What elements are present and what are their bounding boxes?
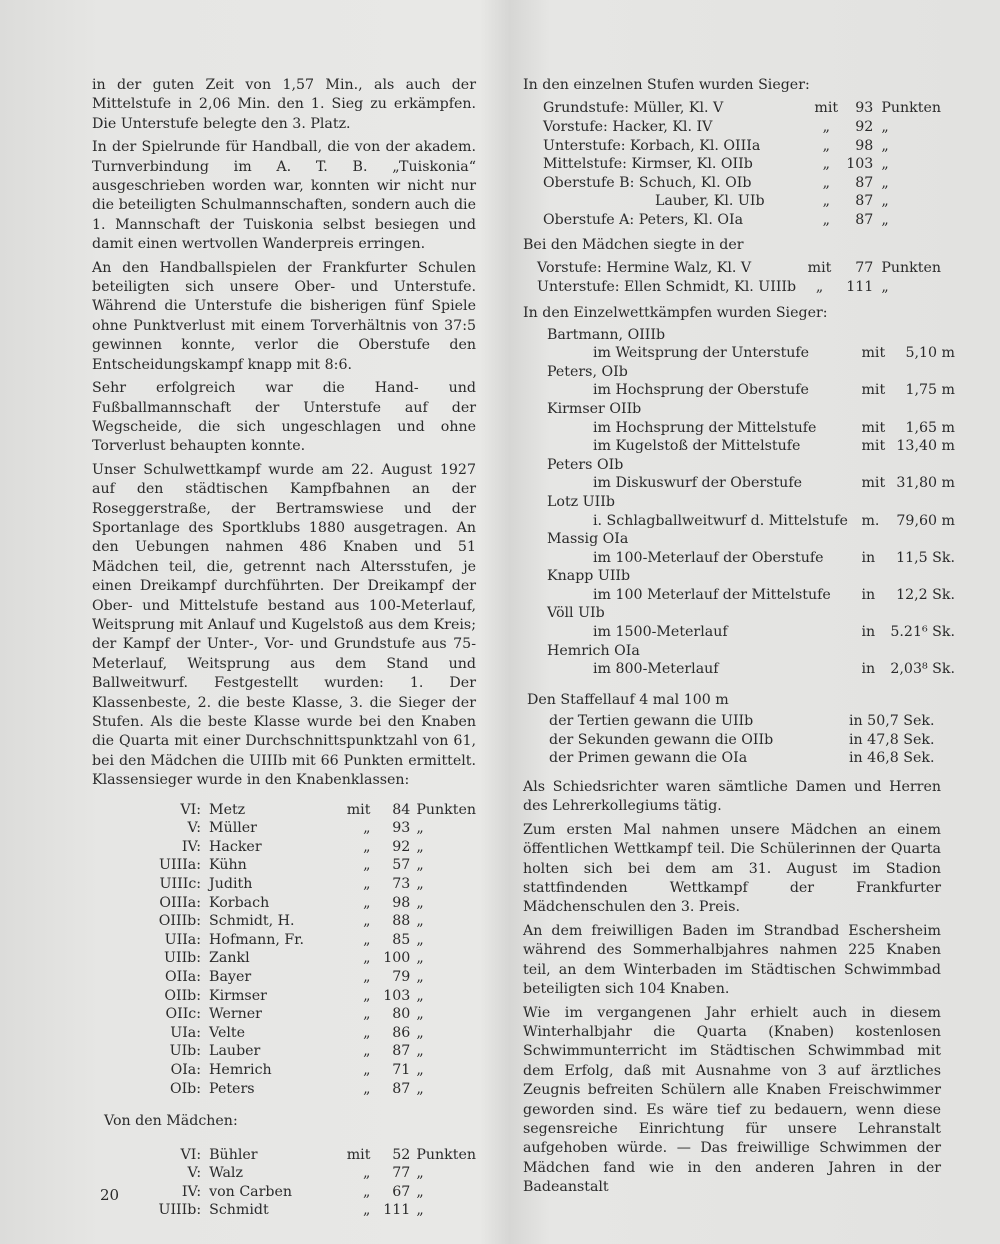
table-cell: „ (363, 1080, 371, 1097)
table-cell: Müller (209, 820, 257, 837)
table-cell: 88 (392, 913, 411, 930)
table-row (547, 530, 955, 549)
table-cell: UIa: (170, 1024, 202, 1041)
table-cell: Metz (209, 801, 246, 818)
table-row (92, 894, 476, 913)
table-cell: Grundstufe: Müller, Kl. V (543, 100, 724, 117)
table-row (547, 512, 955, 531)
table-cell: „ (881, 211, 889, 228)
table-row (543, 174, 941, 193)
paragraph: An dem freiwilligen Baden im Strandbad Eschersheim während des Sommerhalbjahres nahmen 225 Knaben teil, an dem Winterbaden im Städtischen Schwimmbad beteiligten sich 104 Knaben. (523, 922, 941, 998)
table-cell: „ (363, 1061, 371, 1078)
table-row (92, 1164, 476, 1183)
maedchen-stufen-heading: Bei den Mädchen siegte in der (523, 236, 744, 253)
table-row (92, 1080, 476, 1099)
table-cell: Lauber (209, 1043, 261, 1060)
table-cell: 11,5 Sk. (896, 549, 955, 566)
table-cell: 92 (392, 838, 411, 855)
table-cell: „ (416, 1165, 424, 1182)
table-cell: „ (416, 838, 424, 855)
table-cell: OIIc: (165, 1006, 202, 1023)
table-cell: „ (363, 838, 371, 855)
table-row (92, 1005, 476, 1024)
table-cell: VI: (180, 1146, 202, 1163)
table-cell: Judith (209, 876, 253, 892)
table-row (92, 1024, 476, 1043)
table-cell: in 50,7 Sek. (849, 713, 935, 730)
table-cell: mit (861, 419, 886, 436)
table-cell: „ (416, 1006, 424, 1023)
table-cell: V: (187, 820, 202, 837)
table-cell: Unterstufe: Ellen Schmidt, Kl. UIIIb (537, 278, 797, 295)
staffel-heading: Den Staffellauf 4 mal 100 m (527, 691, 729, 708)
table-cell: „ (363, 1043, 371, 1060)
table-row (547, 642, 955, 661)
table-cell: Kühn (209, 857, 247, 874)
table-row (547, 474, 955, 493)
table-row (547, 586, 955, 605)
table-cell: 77 (855, 259, 874, 276)
table-cell: OIa: (170, 1061, 202, 1078)
athlete-name: Kirmser OIIb (547, 400, 642, 417)
table-cell: mit (861, 382, 886, 399)
table-cell: mit (861, 475, 886, 492)
athlete-name: Lotz UIIb (547, 493, 615, 510)
athlete-name: Bartmann, OIIIb (547, 326, 666, 343)
table-cell: mit (861, 345, 886, 362)
table-cell: UIb: (169, 1043, 202, 1060)
table-cell: „ (363, 820, 371, 837)
paragraph: Wie im vergangenen Jahr erhielt auch in diesem Winterhalbjahr die Quarta (Knaben) kostenlosen Schwimmunterricht im Städtischen Schwimmbad mit dem Erfolg, daß mit Ausnahme von 3 auf ärztliches Zeugnis befreiten Schülern alle Knaben Freischwimmer geworden sind. Es wäre tief zu bedauern, wenn diese segensreiche Einrichtung für unsere Lehranstalt aufgehoben würde. — Das freiwillige Schwimmen der Mädchen fand wie in den anderen Jahren in der Badeanstalt (523, 1004, 941, 1196)
table-cell: 87 (855, 193, 874, 210)
table-cell: „ (363, 1006, 371, 1023)
table-cell: „ (363, 857, 371, 874)
athlete-name: Massig OIa (547, 531, 629, 548)
table-cell: m. (861, 512, 880, 529)
table-cell: 87 (855, 174, 874, 191)
table-cell: Werner (209, 1006, 262, 1023)
table-row (92, 801, 476, 820)
table-cell: 98 (855, 137, 874, 154)
table-cell: 13,40 m (896, 438, 955, 455)
table-cell: Hacker (209, 838, 262, 855)
table-row (547, 623, 955, 642)
paragraph: In der Spielrunde für Handball, die von der akadem. Turnverbindung im A. T. B. „Tuiskonia“ ausgeschrieben worden war, konnten wir nicht nur die beteiligten Schulmannschaften, sondern auch die 1. Mannschaft der Tuiskonia selbst besiegen und damit einen wertvollen Wanderpreis erringen. (92, 139, 476, 253)
left-column (92, 76, 476, 1220)
table-row (543, 211, 941, 230)
einzel-heading: In den Einzelwettkämpfen wurden Sieger: (523, 305, 828, 322)
table-cell: „ (416, 1043, 424, 1060)
table-cell: „ (416, 857, 424, 874)
table-row (543, 99, 941, 118)
table-cell: „ (416, 1080, 424, 1097)
table-row (547, 604, 955, 623)
table-cell: in (861, 661, 876, 678)
knaben-class-winners-table (92, 801, 476, 1099)
table-cell: „ (416, 1024, 424, 1041)
table-cell: „ (881, 137, 889, 154)
table-cell: 73 (392, 876, 411, 892)
table-row (92, 949, 476, 968)
table-row (547, 400, 955, 419)
table-row (92, 1183, 476, 1202)
table-cell: 87 (392, 1043, 411, 1060)
stufen-heading: In den einzelnen Stufen wurden Sieger: (523, 77, 810, 93)
table-cell: 5.21⁶ Sk. (890, 624, 955, 641)
table-cell: 57 (392, 857, 411, 874)
table-cell: 93 (392, 820, 411, 837)
table-cell: „ (822, 156, 830, 173)
table-cell: „ (363, 1202, 371, 1219)
table-cell: „ (416, 1202, 424, 1219)
table-cell: „ (822, 137, 830, 154)
table-row (92, 968, 476, 987)
table-cell: UIIa: (164, 931, 202, 948)
athlete-name: Völl UIb (547, 605, 605, 622)
table-cell: Vorstufe: Hacker, Kl. IV (543, 119, 713, 135)
table-cell: „ (822, 211, 830, 228)
table-cell: „ (416, 987, 424, 1004)
table-cell: V: (187, 1165, 202, 1182)
table-cell: „ (881, 156, 889, 173)
table-cell: im Hochsprung der Mittelstufe (593, 419, 817, 436)
table-cell: UIIIa: (159, 857, 202, 874)
table-row (549, 731, 935, 750)
table-cell: Velte (209, 1024, 246, 1041)
table-cell: „ (822, 193, 830, 210)
table-row (92, 838, 476, 857)
table-cell: OIb: (169, 1080, 202, 1097)
table-row (547, 456, 955, 475)
table-cell: „ (363, 1024, 371, 1041)
table-cell: Bayer (209, 968, 252, 985)
table-row (547, 437, 955, 456)
table-cell: Punkten (881, 259, 941, 276)
stufen-winners-table (543, 99, 941, 229)
table-cell: 80 (392, 1006, 411, 1023)
table-cell: mit (346, 1146, 371, 1163)
table-cell: in (861, 586, 876, 603)
table-cell: 103 (383, 987, 411, 1004)
table-cell: „ (416, 950, 424, 967)
paragraph: Unser Schulwettkampf wurde am 22. August 1927 auf den städtischen Kampfbahnen an der Roseggerstraße, der Bertramswiese und der Sportanlage des Sportklubs 1880 ausgetragen. An den Uebungen nahmen 486 Knaben und 51 Mädchen teil, die, getrennt nach Altersstufen, je einen Dreikampf durchführten. Der Dreikampf der Ober- und Mittelstufe bestand aus 100-Meterlauf, Weitsprung mit Anlauf und Kugelstoß aus dem Kreis; der Kampf der Unter-, Vor- und Grundstufe aus 75-Meterlauf, Weitsprung aus dem Stand und Ballweitwurf. Festgestellt wurden: 1. Der Klassenbeste, 2. die beste Klasse, 3. die Sieger der Stufen. Als die beste Klasse wurde bei den Knaben die Quarta mit einer Durchschnittspunktzahl von 61, bei den Mädchen die UIIIb mit 66 Punkten ermittelt. Klassensieger wurde in den Knabenklassen: (92, 461, 476, 789)
table-cell: „ (881, 119, 889, 135)
table-cell: „ (416, 913, 424, 930)
table-cell: 12,2 Sk. (896, 586, 955, 603)
table-cell: 67 (392, 1183, 411, 1200)
table-cell: 52 (392, 1146, 411, 1163)
table-cell: mit (814, 100, 839, 117)
table-cell: „ (881, 278, 889, 295)
table-row (547, 660, 955, 679)
table-cell: der Tertien gewann die UIIb (549, 713, 754, 730)
table-cell: OIIIa: (159, 894, 202, 911)
table-cell: Bühler (209, 1146, 258, 1163)
table-cell: Schmidt (209, 1202, 269, 1219)
table-cell: mit (861, 438, 886, 455)
table-cell: von Carben (209, 1183, 293, 1200)
table-row (543, 155, 941, 174)
table-cell: „ (822, 174, 830, 191)
table-cell: 1,65 m (905, 419, 955, 436)
table-cell: „ (416, 1061, 424, 1078)
table-row (543, 137, 941, 156)
table-cell: „ (416, 894, 424, 911)
table-cell: „ (881, 174, 889, 191)
table-cell: der Primen gewann die OIa (549, 750, 748, 767)
athlete-name: Hemrich OIa (547, 642, 640, 659)
right-column (523, 76, 955, 1202)
table-cell: 111 (383, 1202, 411, 1219)
table-row (547, 381, 955, 400)
athlete-name: Peters OIb (547, 456, 624, 473)
paragraph: Als Schiedsrichter waren sämtliche Damen und Herren des Lehrerkollegiums tätig. (523, 779, 941, 815)
table-cell: Kirmser (209, 987, 267, 1004)
table-row (547, 549, 955, 568)
table-cell: 71 (392, 1061, 411, 1078)
table-row (92, 1042, 476, 1061)
table-row (547, 419, 955, 438)
table-cell: IV: (181, 1183, 202, 1200)
table-cell: im 100 Meterlauf der Mittelstufe (593, 586, 831, 603)
table-row (547, 493, 955, 512)
paragraph: in der guten Zeit von 1,57 Min., als auch der Mittelstufe in 2,06 Min. den 1. Sieg zu erkämpfen. Die Unterstufe belegte den 3. Platz. (92, 77, 476, 132)
table-cell: „ (363, 987, 371, 1004)
maedchen-class-winners-table (92, 1146, 476, 1220)
athlete-name: Peters, OIb (547, 363, 628, 380)
table-row (547, 326, 955, 345)
table-row (549, 712, 935, 731)
table-cell: UIIIb: (158, 1202, 202, 1219)
table-cell: in (861, 624, 876, 641)
table-cell: in (861, 549, 876, 566)
table-cell: „ (881, 193, 889, 210)
paragraph: Sehr erfolgreich war die Hand- und Fußballmannschaft der Unterstufe auf der Wegscheide, die sich ungeschlagen und ohne Torverlust behaupten konnte. (92, 380, 476, 455)
table-cell: 31,80 m (896, 475, 955, 492)
table-row (543, 118, 941, 137)
table-cell: UIIb: (164, 950, 202, 967)
table-cell: Oberstufe B: Schuch, Kl. OIb (543, 174, 752, 191)
table-cell: Schmidt, H. (209, 913, 295, 930)
table-cell: OIIb: (164, 987, 202, 1004)
table-cell: Lauber, Kl. UIb (655, 193, 765, 210)
table-cell: i. Schlagballweitwurf d. Mittelstufe (593, 512, 848, 529)
table-cell: der Sekunden gewann die OIIb (549, 731, 774, 748)
table-cell: „ (416, 820, 424, 837)
table-cell: im 800-Meterlauf (593, 661, 719, 678)
table-cell: IV: (181, 838, 202, 855)
table-cell: Punkten (416, 1146, 476, 1163)
table-cell: OIIIb: (158, 913, 202, 930)
table-cell: 93 (855, 100, 874, 117)
table-cell: im Weitsprung der Unterstufe (593, 345, 810, 362)
table-cell: Vorstufe: Hermine Walz, Kl. V (537, 259, 752, 276)
table-cell: Hofmann, Fr. (209, 931, 304, 948)
table-row (547, 363, 955, 382)
table-cell: „ (822, 119, 830, 135)
table-cell: 87 (392, 1080, 411, 1097)
table-cell: Korbach (209, 894, 270, 911)
maedchen-heading: Von den Mädchen: (104, 1113, 238, 1130)
table-cell: im 1500-Meterlauf (593, 624, 728, 641)
table-cell: „ (363, 913, 371, 930)
table-row (92, 856, 476, 875)
table-cell: „ (416, 876, 424, 892)
table-cell: „ (363, 968, 371, 985)
table-cell: 103 (846, 156, 874, 173)
table-cell: Mittelstufe: Kirmser, Kl. OIIb (543, 156, 753, 173)
table-cell: Punkten (881, 100, 941, 117)
table-row (549, 749, 935, 768)
table-cell: 79,60 m (896, 512, 955, 529)
paragraph: Zum ersten Mal nahmen unsere Mädchen an einem öffentlichen Wettkampf teil. Die Schülerinnen der Quarta holten sich bei dem am 31. August im Stadion stattfindenden Wettkampf der Frankfurter Mädchenschulen den 3. Preis. (523, 821, 941, 916)
table-cell: im 100-Meterlauf der Oberstufe (593, 549, 824, 566)
page-number: 20 (100, 1186, 120, 1204)
table-cell: „ (363, 876, 371, 892)
table-cell: 85 (392, 931, 411, 948)
table-cell: „ (416, 968, 424, 985)
table-cell: 87 (855, 211, 874, 228)
table-row (92, 987, 476, 1006)
table-cell: 100 (383, 950, 411, 967)
table-row (92, 819, 476, 838)
table-cell: UIIIc: (159, 876, 202, 892)
table-cell: „ (363, 894, 371, 911)
table-cell: Unterstufe: Korbach, Kl. OIIIa (543, 137, 761, 154)
table-row (543, 192, 941, 211)
table-cell: im Kugelstoß der Mittelstufe (593, 438, 801, 455)
table-cell: Zankl (209, 950, 250, 967)
table-cell: „ (363, 1183, 371, 1200)
table-cell: 84 (392, 801, 411, 818)
table-row (547, 344, 955, 363)
table-cell: 79 (392, 968, 411, 985)
table-row (547, 567, 955, 586)
table-row (92, 1201, 476, 1220)
paragraph: An den Handballspielen der Frankfurter Schulen beteiligten sich unsere Ober- und Unterstufe. Während die Unterstufe die bisherigen fünf Spiele ohne Punktverlust mit einem Torverhältnis von 37:5 gewinnen konnte, verlor die Oberstufe den Entscheidungskampf knapp mit 8:6. (92, 259, 476, 373)
table-cell: 77 (392, 1165, 411, 1182)
maedchen-stufen-table (537, 259, 941, 296)
table-row (92, 931, 476, 950)
table-cell: in 46,8 Sek. (849, 750, 935, 767)
table-cell: in 47,8 Sek. (849, 731, 935, 748)
table-cell: „ (363, 1165, 371, 1182)
table-cell: 1,75 m (905, 382, 955, 399)
table-row (92, 1061, 476, 1080)
table-row (537, 278, 941, 297)
table-row (92, 912, 476, 931)
table-cell: Oberstufe A: Peters, Kl. OIa (543, 211, 744, 228)
table-cell: „ (416, 931, 424, 948)
einzel-winners-table (547, 326, 955, 679)
table-cell: VI: (180, 801, 202, 818)
table-cell: im Diskuswurf der Oberstufe (593, 475, 802, 492)
table-cell: Hemrich (209, 1061, 272, 1078)
table-cell: mit (346, 801, 371, 818)
table-cell: OIIa: (164, 968, 202, 985)
table-cell: 2,03⁸ Sk. (890, 661, 955, 678)
table-cell: „ (363, 931, 371, 948)
table-cell: mit (807, 259, 832, 276)
table-row (92, 875, 476, 894)
table-row (537, 259, 941, 278)
table-cell: Peters (209, 1080, 255, 1097)
table-cell: „ (815, 278, 824, 295)
staffel-table (549, 712, 935, 768)
table-cell: „ (416, 1183, 424, 1200)
table-cell: „ (363, 950, 371, 967)
athlete-name: Knapp UIIb (547, 568, 631, 585)
table-cell: 98 (392, 894, 411, 911)
table-cell: 5,10 m (905, 345, 955, 362)
table-cell: Walz (209, 1165, 243, 1182)
table-cell: 92 (855, 119, 874, 135)
table-cell: 86 (392, 1024, 411, 1041)
table-cell: Punkten (416, 801, 476, 818)
table-cell: 111 (846, 278, 874, 295)
table-cell: im Hochsprung der Oberstufe (593, 382, 809, 399)
table-row (92, 1146, 476, 1165)
